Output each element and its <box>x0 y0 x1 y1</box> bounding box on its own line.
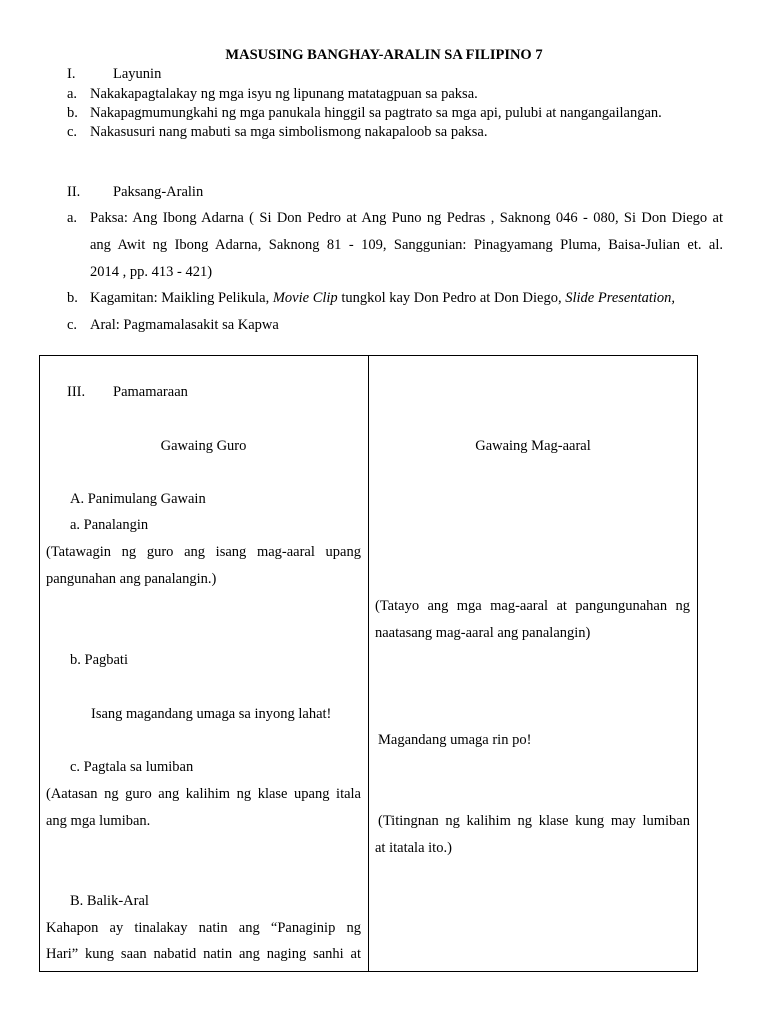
materials-text-3: tungkol kay Don Pedro at Don Diego, <box>337 290 566 306</box>
student-column-header: Gawaing Mag-aaral <box>475 438 591 454</box>
lesson-letter-c: c. <box>67 317 78 333</box>
section-numeral-paksang-aralin: II. <box>67 184 81 200</box>
section-numeral-pamamaraan: III. <box>67 384 86 400</box>
lesson-text: Aral: Pagmamalasakit sa Kapwa <box>90 317 279 333</box>
teacher-column-header: Gawaing Guro <box>160 438 247 454</box>
objective-text-c: Nakasusuri nang mabuti sa mga simbolismong nakapaloob sa paksa. <box>90 124 488 140</box>
attendance-label: c. Pagtala sa lumiban <box>70 759 194 775</box>
objective-text-a: Nakakapagtalakay ng mga isyu ng lipunang matatagpuan sa paksa. <box>90 86 478 102</box>
prayer-student-line-1: (Tatayo ang mga mag-aaral at pangungunahan ng <box>375 598 690 614</box>
attendance-student-line-1: (Titingnan ng kalihim ng klase kung may lumiban <box>378 813 690 829</box>
activity-heading-b: B. Balik-Aral <box>70 893 149 909</box>
topic-line-2: ang Awit ng Ibong Adarna, Saknong 81 - 109, Sanggunian: Pinagyamang Pluma, Baisa-Julian et. al. <box>90 237 723 253</box>
attendance-student-line-2: at itatala ito.) <box>375 840 452 856</box>
prayer-teacher-line-2: pangunahan ang panalangin.) <box>46 571 217 587</box>
materials-text-movie-clip: Movie Clip <box>272 290 338 306</box>
review-line-1: Kahapon ay tinalakay natin ang “Panaginip ng <box>46 920 361 936</box>
prayer-student-line-2: naatasang mag-aaral ang panalangin) <box>375 625 591 641</box>
materials-line <box>90 290 675 307</box>
prayer-teacher-line-1: (Tatawagin ng guro ang isang mag-aaral upang <box>46 544 361 560</box>
activity-heading-a: A. Panimulang Gawain <box>70 491 206 507</box>
document-title: MASUSING BANGHAY-ARALIN SA FILIPINO 7 <box>225 47 543 63</box>
objective-letter-a: a. <box>67 86 78 102</box>
section-heading-layunin: Layunin <box>113 66 162 82</box>
greeting-student: Magandang umaga rin po! <box>378 732 532 748</box>
section-heading-paksang-aralin: Paksang-Aralin <box>113 184 204 200</box>
materials-letter-b: b. <box>67 290 78 306</box>
topic-letter-a: a. <box>67 210 78 226</box>
section-heading-pamamaraan: Pamamaraan <box>113 384 188 400</box>
greeting-teacher: Isang magandang umaga sa inyong lahat! <box>91 706 332 722</box>
review-line-2: Hari” kung saan nabatid natin ang naging sanhi at <box>46 946 361 962</box>
objective-text-b: Nakapagmumungkahi ng mga panukala hinggil sa pagtrato sa mga api, pulubi at nangangailangan. <box>90 105 662 121</box>
topic-line-3: 2014 , pp. 413 - 421) <box>90 264 213 280</box>
materials-text-slide: Slide Presentation, <box>565 290 676 306</box>
topic-line-1: Paksa: Ang Ibong Adarna ( Si Don Pedro at Ang Puno ng Pedras , Saknong 046 - 080, Si Don Diego at <box>90 210 723 226</box>
section-numeral-layunin: I. <box>67 66 76 82</box>
attendance-teacher-line-1: (Aatasan ng guro ang kalihim ng klase upang itala <box>46 786 361 802</box>
attendance-teacher-line-2: ang mga lumiban. <box>46 813 151 829</box>
greeting-label: b. Pagbati <box>70 652 128 668</box>
objective-letter-c: c. <box>67 124 78 140</box>
prayer-label: a. Panalangin <box>70 517 149 533</box>
materials-text-1: Kagamitan: Maikling Pelikula, <box>90 290 273 306</box>
objective-letter-b: b. <box>67 105 78 121</box>
